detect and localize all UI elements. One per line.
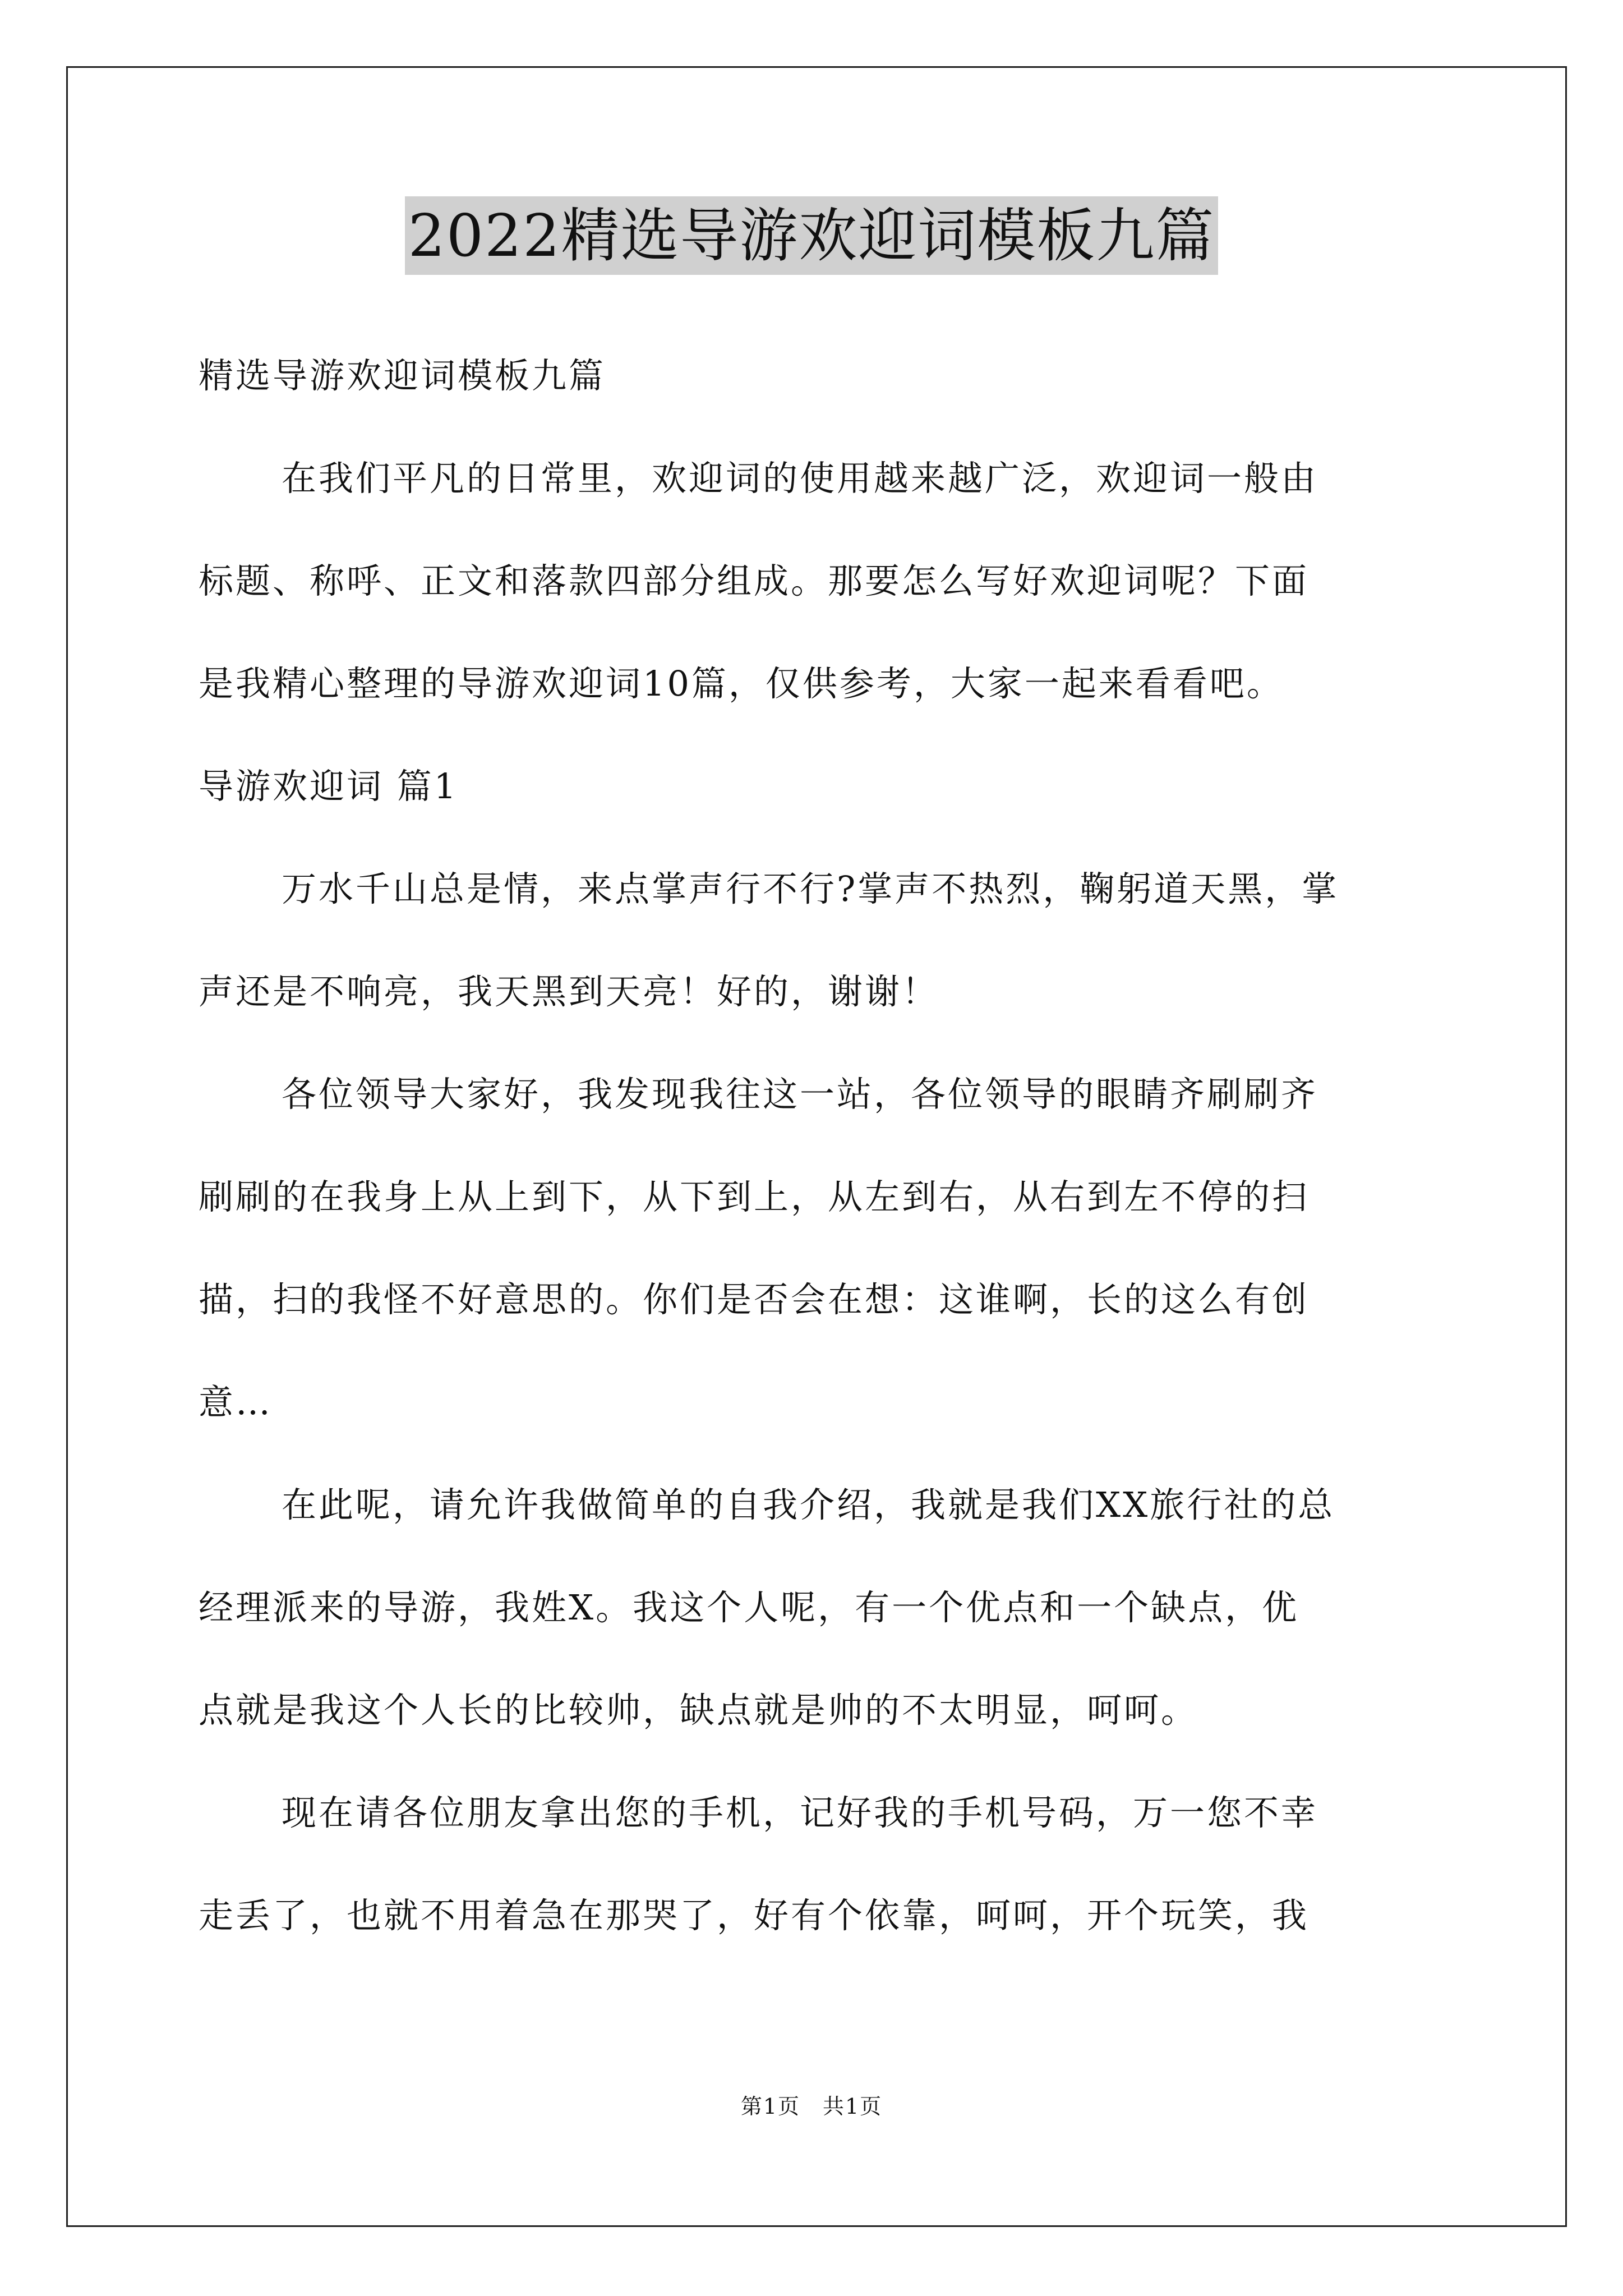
text-line: 各位领导大家好，我发现我往这一站，各位领导的眼睛齐刷刷齐 <box>282 1074 1318 1115</box>
text-line: 现在请各位朋友拿出您的手机，记好我的手机号码，万一您不幸 <box>282 1792 1318 1833</box>
document-body <box>199 324 1432 1967</box>
text-line: 在我们平凡的日常里，欢迎词的使用越来越广泛，欢迎词一般由 <box>282 458 1318 499</box>
text-line: 描，扫的我怪不好意思的。你们是否会在想：这谁啊，长的这么有创 <box>199 1279 1310 1320</box>
document-title: 2022精选导游欢迎词模板九篇 <box>405 196 1219 275</box>
text-line: 点就是我这个人长的比较帅，缺点就是帅的不太明显，呵呵。 <box>199 1690 1198 1731</box>
text-line: 声还是不响亮，我天黑到天亮！好的，谢谢！ <box>199 971 939 1012</box>
text-line: 刷刷的在我身上从上到下，从下到上，从左到右，从右到左不停的扫 <box>199 1176 1310 1217</box>
text-line: 是我精心整理的导游欢迎词10篇，仅供参考，大家一起来看看吧。 <box>199 663 1284 704</box>
text-line: 标题、称呼、正文和落款四部分组成。那要怎么写好欢迎词呢？下面 <box>199 560 1310 601</box>
text-line: 走丢了，也就不用着急在那哭了，好有个依靠，呵呵，开个玩笑，我 <box>199 1895 1310 1936</box>
text-line: 经理派来的导游，我姓X。我这个人呢，有一个优点和一个缺点，优 <box>199 1587 1299 1628</box>
text-line: 在此呢，请允许我做简单的自我介绍，我就是我们XX旅行社的总 <box>282 1484 1335 1525</box>
page-footer: 第1页 共1页 <box>740 2094 883 2119</box>
text-line: 精选导游欢迎词模板九篇 <box>199 355 606 396</box>
text-line: 意… <box>199 1382 273 1423</box>
title-container <box>0 196 1623 275</box>
text-line: 万水千山总是情，来点掌声行不行?掌声不热烈，鞠躬道天黑，掌 <box>282 868 1339 909</box>
text-line: 导游欢迎词 篇1 <box>199 766 459 807</box>
